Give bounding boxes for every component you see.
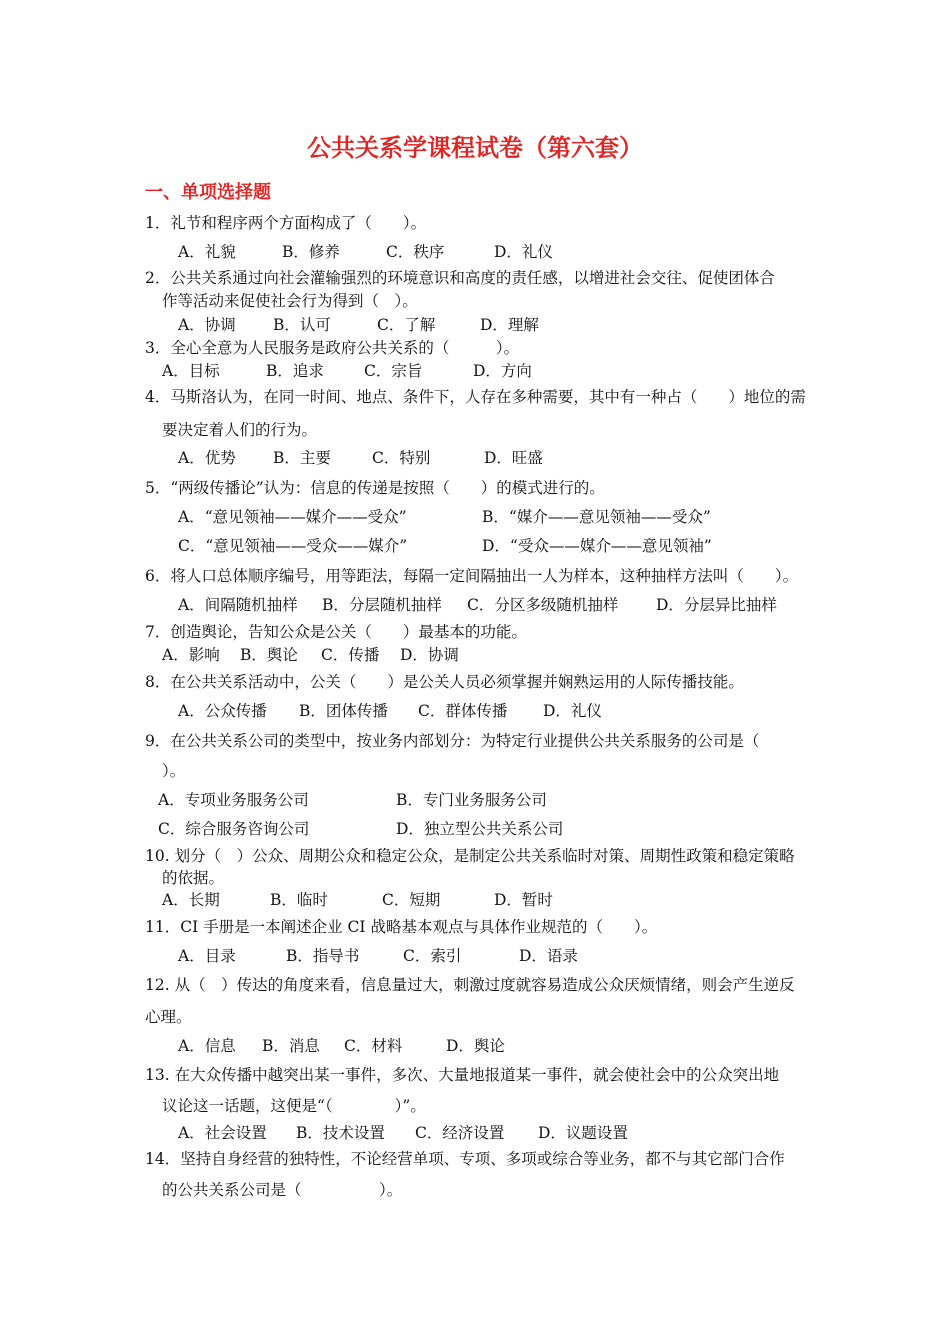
option-c: C．秩序 bbox=[386, 243, 445, 261]
question-6-stem: 6．将人口总体顺序编号，用等距法，每隔一定间隔抽出一人为样本，这种抽样方法叫（ ）。 bbox=[145, 567, 799, 585]
question-3-stem: 3．全心全意为人民服务是政府公共关系的（ ）。 bbox=[145, 339, 520, 357]
option-b: B．认可 bbox=[273, 316, 331, 334]
question-4-stem: 4．马斯洛认为，在同一时间、地点、条件下，人存在多种需要，其中有一种占（ ）地位的需 bbox=[145, 388, 806, 406]
option-b: B．分层随机抽样 bbox=[322, 596, 442, 614]
option-a: A．“意见领袖——媒介——受众” bbox=[178, 508, 407, 526]
question-11-stem: 11．CI 手册是一本阐述企业 CI 战略基本观点与具体作业规范的（ ）。 bbox=[145, 918, 658, 936]
option-d: D．协调 bbox=[400, 646, 459, 664]
question-2-stem: 2．公共关系通过向社会灌输强烈的环境意识和高度的责任感，以增进社会交往、促使团体合 bbox=[145, 269, 775, 287]
option-d: D．礼仪 bbox=[543, 702, 602, 720]
option-b: B．技术设置 bbox=[296, 1124, 385, 1142]
option-a: A．协调 bbox=[178, 316, 236, 334]
option-b: B．“媒介——意见领袖——受众” bbox=[482, 508, 711, 526]
option-c: C．材料 bbox=[344, 1037, 403, 1055]
option-d: D．语录 bbox=[519, 947, 578, 965]
question-5-stem: 5．“两级传播论”认为：信息的传递是按照（ ）的模式进行的。 bbox=[145, 479, 605, 497]
option-a: A．间隔随机抽样 bbox=[178, 596, 298, 614]
option-d: D．礼仪 bbox=[494, 243, 553, 261]
question-10-stem-cont: 的依据。 bbox=[162, 869, 225, 887]
option-d: D．方向 bbox=[473, 362, 532, 380]
option-a: A．目录 bbox=[178, 947, 236, 965]
question-9-stem: 9．在公共关系公司的类型中，按业务内部划分：为特定行业提供公共关系服务的公司是（ bbox=[145, 732, 760, 750]
option-a: A．目标 bbox=[162, 362, 220, 380]
option-b: B．指导书 bbox=[286, 947, 360, 965]
option-d: D．旺盛 bbox=[484, 449, 543, 467]
question-4-stem-cont: 要决定着人们的行为。 bbox=[162, 421, 318, 439]
option-a: A．影响 bbox=[162, 646, 220, 664]
option-d: D．独立型公共关系公司 bbox=[396, 820, 564, 838]
option-b: B．临时 bbox=[270, 891, 328, 909]
question-2-stem-cont: 作等活动来促使社会行为得到（ ）。 bbox=[162, 292, 418, 310]
option-d: D．舆论 bbox=[446, 1037, 505, 1055]
option-a: A．公众传播 bbox=[178, 702, 267, 720]
option-a: A．社会设置 bbox=[178, 1124, 267, 1142]
option-a: A．专项业务服务公司 bbox=[158, 791, 309, 809]
option-a: A．信息 bbox=[178, 1037, 236, 1055]
option-c: C．经济设置 bbox=[415, 1124, 505, 1142]
option-d: D．议题设置 bbox=[538, 1124, 628, 1142]
option-d: D．暂时 bbox=[494, 891, 553, 909]
option-c: C．了解 bbox=[377, 316, 436, 334]
question-10-stem: 10. 划分（ ）公众、周期公众和稳定公众，是制定公共关系临时对策、周期性政策和稳定策略 bbox=[145, 847, 795, 865]
option-a: A．礼貌 bbox=[178, 243, 236, 261]
option-d: D．“受众——媒介——意见领袖” bbox=[482, 537, 712, 555]
option-b: B．舆论 bbox=[240, 646, 298, 664]
option-b: B．专门业务服务公司 bbox=[396, 791, 547, 809]
option-c: C．宗旨 bbox=[364, 362, 423, 380]
option-c: C．分区多级随机抽样 bbox=[467, 596, 619, 614]
option-c: C．“意见领袖——受众——媒介” bbox=[178, 537, 408, 555]
option-b: B．追求 bbox=[266, 362, 324, 380]
question-9-stem-cont: ）。 bbox=[162, 762, 186, 780]
option-d: D．分层异比抽样 bbox=[656, 596, 777, 614]
option-a: A．优势 bbox=[178, 449, 236, 467]
question-14-stem-cont: 的公共关系公司是（ ）。 bbox=[162, 1181, 403, 1199]
option-c: C．短期 bbox=[382, 891, 441, 909]
question-13-stem-cont: 议论这一话题，这便是“（ ）”。 bbox=[162, 1097, 426, 1115]
question-7-stem: 7．创造舆论，告知公众是公关（ ）最基本的功能。 bbox=[145, 623, 527, 641]
option-c: C．索引 bbox=[403, 947, 462, 965]
option-a: A．长期 bbox=[162, 891, 220, 909]
option-c: C．特别 bbox=[372, 449, 431, 467]
question-8-stem: 8．在公共关系活动中，公关（ ）是公关人员必须掌握并娴熟运用的人际传播技能。 bbox=[145, 673, 744, 691]
option-b: B．团体传播 bbox=[299, 702, 388, 720]
option-b: B．主要 bbox=[273, 449, 331, 467]
option-b: B．修养 bbox=[282, 243, 340, 261]
question-12-stem-cont: 心理。 bbox=[145, 1008, 192, 1026]
option-c: C．传播 bbox=[321, 646, 380, 664]
section-heading: 一、单项选择题 bbox=[145, 182, 271, 203]
exam-title: 公共关系学课程试卷（第六套） bbox=[307, 134, 643, 162]
question-1-stem: 1．礼节和程序两个方面构成了（ ）。 bbox=[145, 214, 427, 232]
question-12-stem: 12. 从（ ）传达的角度来看，信息量过大，刺激过度就容易造成公众厌烦情绪，则会产生逆反 bbox=[145, 976, 795, 994]
question-14-stem: 14．坚持自身经营的独特性，不论经营单项、专项、多项或综合等业务，都不与其它部门合作 bbox=[145, 1150, 785, 1168]
option-c: C．综合服务咨询公司 bbox=[158, 820, 310, 838]
option-c: C．群体传播 bbox=[418, 702, 508, 720]
option-b: B．消息 bbox=[262, 1037, 320, 1055]
question-13-stem: 13. 在大众传播中越突出某一事件，多次、大量地报道某一事件，就会使社会中的公众突出地 bbox=[145, 1066, 780, 1084]
option-d: D．理解 bbox=[480, 316, 539, 334]
